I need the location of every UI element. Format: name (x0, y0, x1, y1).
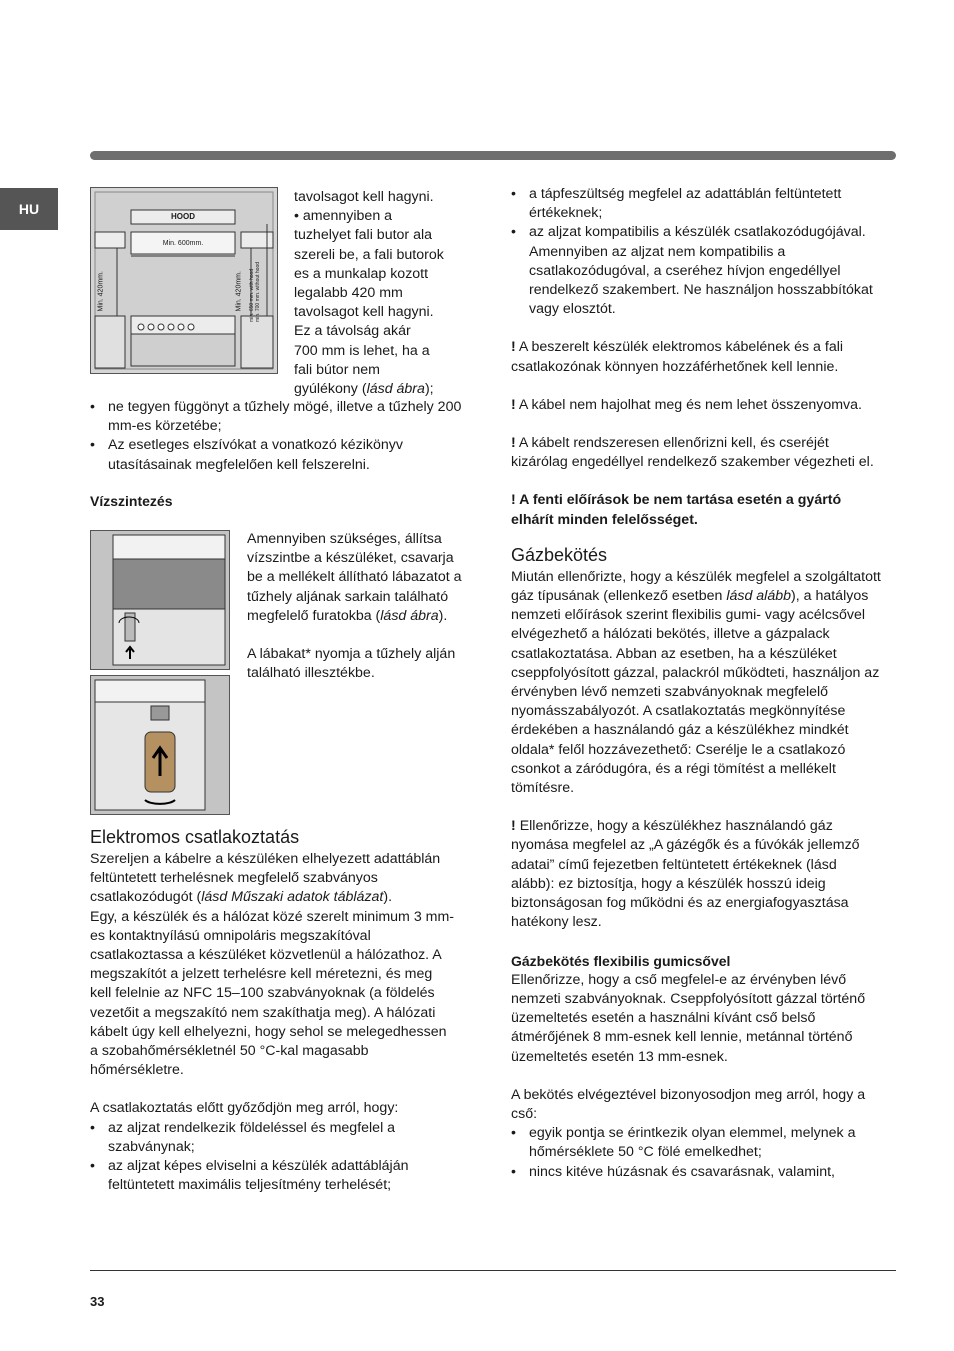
warning-bold: ! A fenti előírások be nem tartása esetén a gyártó elhárít minden felelősséget. (511, 492, 842, 528)
list-item: • ne tegyen függönyt a tűzhely mögé, illetve a tűzhely 200 mm-es körzetébe; (90, 398, 462, 436)
list-item: • az aljzat kompatibilis a készülék csatlakozódugójával. Amennyiben az aljzat nem kompatibilis a csatlakozódugóval, a cseréhez hívjon engedéllyel rendelkező szakembert. Ne használjon hosszabbítókat vagy elosztót. (511, 223, 881, 319)
list-item: • egyik pontja se érintkezik olyan elemmel, melynek a hőmérséklete 50 °C fölé emelkedhet; (511, 1124, 881, 1162)
foot-diagram (91, 676, 229, 814)
intro-line: szereli be, a fali butorok (294, 246, 444, 263)
electric-paragraph: Egy, a készülék és a hálózat közé szerelt minimum 3 mm-es kontaktnyílású omnipoláris megszakítóval csatlakoztassa a készüléket közvetlenül a hálózathoz. A megszakítót a jelzett terhelésre kell méretezni, és meg kell felelnie az NFC 15–100 szabványoknak (a földelés vezetőit a megszakító nem szakíthatja meg). A hálózati kábelt úgy kell elhelyezni, hogy sehol se melegedhessen a szobahőmérsékletnél 50 °C-kal magasabb hőmérsékletre. (90, 908, 455, 1079)
list-item: • az aljzat képes elviselni a készülék adattábláján feltüntetett maximális teljesítmény terhelését; (90, 1157, 454, 1195)
leveling-figure-1 (90, 530, 230, 670)
right-small-label: min. 650 mm. with hood (249, 268, 255, 322)
warning: ! A kábel nem hajolhat meg és nem lehet összenyomva. (511, 396, 862, 413)
page-number: 33 (90, 1294, 105, 1309)
leveling-text: Amennyiben szükséges, állítsa vízszintbe a készüléket, csavarja be a mellékelt állítható lábazatot a tűzhely aljának sarkain található megfelelő furatokba (lásd ábra). A lábakat* nyomja a tűzhely alján található illesztékbe. (247, 530, 463, 683)
intro-line: tuzhelyet fali butor ala (294, 227, 433, 244)
hood-label: HOOD (171, 212, 195, 221)
intro-line: • amennyiben a (294, 208, 393, 225)
header-bar (90, 151, 896, 160)
flex-title: Gázbekötés flexibilis gumicsővel (511, 952, 731, 969)
intro-line: 700 mm is lehet, ha a (294, 342, 430, 359)
warning: ! Ellenőrizze, hogy a készülékhez használandó gáz nyomása megfelel az „A gázégők és a fúvókák jellemző adatai” című fejezetben feltüntetett értékeknek (lásd alább): ez biztosítja, hogy a készülék hosszú ideig biztonságosan fog működni és az energiafogyasztása hatékony lesz. (511, 818, 860, 931)
electric-title: Elektromos csatlakoztatás (90, 827, 300, 847)
leveling-title: Vízszintezés (90, 493, 173, 509)
hood-installation-figure (90, 187, 278, 374)
warning: ! A beszerelt készülék elektromos kábelének és a fali csatlakozónak könnyen hozzáférhetőnek kell lennie. (511, 339, 844, 375)
intro-line: es a munkalap kozott (294, 265, 429, 282)
leveling-figure-2 (90, 675, 230, 815)
gas-title: Gázbekötés (511, 544, 608, 565)
min-width-label: Min. 600mm. (162, 240, 204, 247)
list-item: • a tápfeszültség megfelel az adattáblán feltüntetett értékeknek; (511, 185, 881, 223)
hood-side-text (294, 188, 466, 399)
intro-line: tavolsagot kell hagyni. (294, 189, 434, 205)
language-tab: HU (0, 188, 58, 230)
intro-line: Ez a távolság akár (294, 323, 411, 340)
list-item: • az aljzat rendelkezik földeléssel és megfelel a szabványnak; (90, 1119, 454, 1157)
list-item: • Az esetleges elszívókat a vonatkozó kézikönyv utasításainak megfelelően kell felszerelni. (90, 436, 462, 474)
footer-rule (90, 1270, 896, 1271)
right-small-label-2: min. 700 mm. without hood (255, 261, 261, 322)
feet-text: A lábakat* nyomja a tűzhely alján található illesztékbe. (247, 646, 456, 682)
flex-paragraph: A bekötés elvégeztével bizonyosodjon meg arról, hogy a cső: (511, 1086, 866, 1122)
right-column: • a tápfeszültség megfelel az adattáblán feltüntetett értékeknek; • az aljzat kompatibilis a készülék csatlakozódugójával. Amennyiben az aljzat nem kompatibilis a csatlakozódugóval, a cseréhez hívjon engedéllyel rendelkező szakembert. Ne használjon hosszabbítókat vagy elosztót. ! A beszerelt készülék elektromos kábelének és a fali csatlakozónak könnyen hozzáférhetőnek kell lennie. ! A kábel nem hajolhat meg és nem lehet összenyomva. ! A kábelt rendszeresen ellenőrizni kell, és cseréjét kizárólag engedéllyel rendelkező szakember végezheti el. ! A fenti előírások be nem tartása esetén a gyártó elhárít minden felelősséget. Gázbekötés Miután ellenőrizte, hogy a készülék megfelel a szolgáltatott gáz típusának (ellenkező esetben lásd alább), a hatályos nemzeti előírások szerint flexibilis gumi- vagy acélcsővel elvégezhető a hálózati bekötés, illetve a gázpalack csatlakoztatása. Abban az esetben, ha a készüléket cseppfolyósított gázzal, palackról működteti, használjon az érvényben lévő nemzeti szabványoknak megfelelő nyomásszabályozót. A csatlakoztatás megkönnyítése érdekében a használandó gáz a készülékhez mindkét oldala* felől hozzávezethető: Cserélje le a csatlakozó csonkot a záródugóra, és a régi tömítést a mellékelt tömítésre. ! Ellenőrizze, hogy a készülékhez használandó gáz nyomása megfelel az „A gázégők és a fúvókák jellemző adatai” című fejezetben feltüntetett értékeknek (lásd alább): ez biztosítja, hogy a készülék hosszú ideig biztonságosan fog működni és az energiafogyasztása hatékony lesz. Gázbekötés flexibilis gumicsővel Ellenőrizze, hogy a cső megfelel-e az érvényben lévő nemzeti szabványoknak. Cseppfolyósított gázzal történő üzemeltetés esetén a használni kívánt cső belső átmérőjének 8 mm-esnek kell lennie, metánnal történő üzemeltetés esetén 13 mm-esnek. A bekötés elvégeztével bizonyosodjon meg arról, hogy a cső: • egyik pontja se érintkezik olyan elemmel, melynek a hőmérséklete 50 °C fölé emelkedhet; • nincs kitéve húzásnak és csavarásnak, valamint, (511, 185, 881, 1182)
electric-paragraph: A csatlakoztatás előtt győződjön meg arról, hogy: (90, 1100, 399, 1117)
left-height-label: Min. 420mm. (97, 271, 105, 312)
list-item: • nincs kitéve húzásnak és csavarásnak, valamint, (511, 1163, 881, 1182)
warning: ! A kábelt rendszeresen ellenőrizni kell, és cseréjét kizárólag engedéllyel rendelkező szakember végezheti el. (511, 435, 874, 471)
intro-line: legalabb 420 mm (294, 285, 403, 302)
right-height-label: Min. 420mm. (235, 271, 243, 312)
flex-paragraph: Ellenőrizze, hogy a cső megfelel-e az érvényben lévő nemzeti szabványoknak. Cseppfolyósított gázzal történő üzemeltetés esetén a használni kívánt cső belső átmérőjének 8 mm-esnek kell lennie, metánnal történő üzemeltetés esetén 13 mm-esnek. (511, 971, 866, 1065)
intro-line: fali bútor nem (294, 361, 380, 378)
leveling-diagram (91, 531, 229, 669)
left-bullets-1 (90, 398, 462, 475)
intro-line: gyúlékony (lásd ábra); (294, 381, 434, 398)
electric-section: Elektromos csatlakoztatás Szereljen a kábelre a készüléken elhelyezett adattáblán feltüntetett terhelésnek megfelelő szabványos csatlakozódugót (lásd Műszaki adatok táblázat). Egy, a készülék és a hálózat közé szerelt minimum 3 mm-es kontaktnyílású omnipoláris megszakítóval csatlakoztassa a készüléket közvetlenül a hálózathoz. A megszakítót a jelzett terhelésre kell méretezni, és meg kell felelnie az NFC 15–100 szabványoknak (a földelés vezetőit a megszakító nem szakíthatja meg). A hálózati kábelt úgy kell elhelyezni, hogy sehol se melegedhessen a szobahőmérsékletnél 50 °C-kal magasabb hőmérsékletre. A csatlakoztatás előtt győződjön meg arról, hogy: • az aljzat rendelkezik földeléssel és megfelel a szabványnak; • az aljzat képes elviselni a készülék adattábláján feltüntetett maximális teljesítmény terhelését; (90, 826, 454, 1195)
intro-line: tavolsagot kell hagyni. (294, 304, 434, 321)
